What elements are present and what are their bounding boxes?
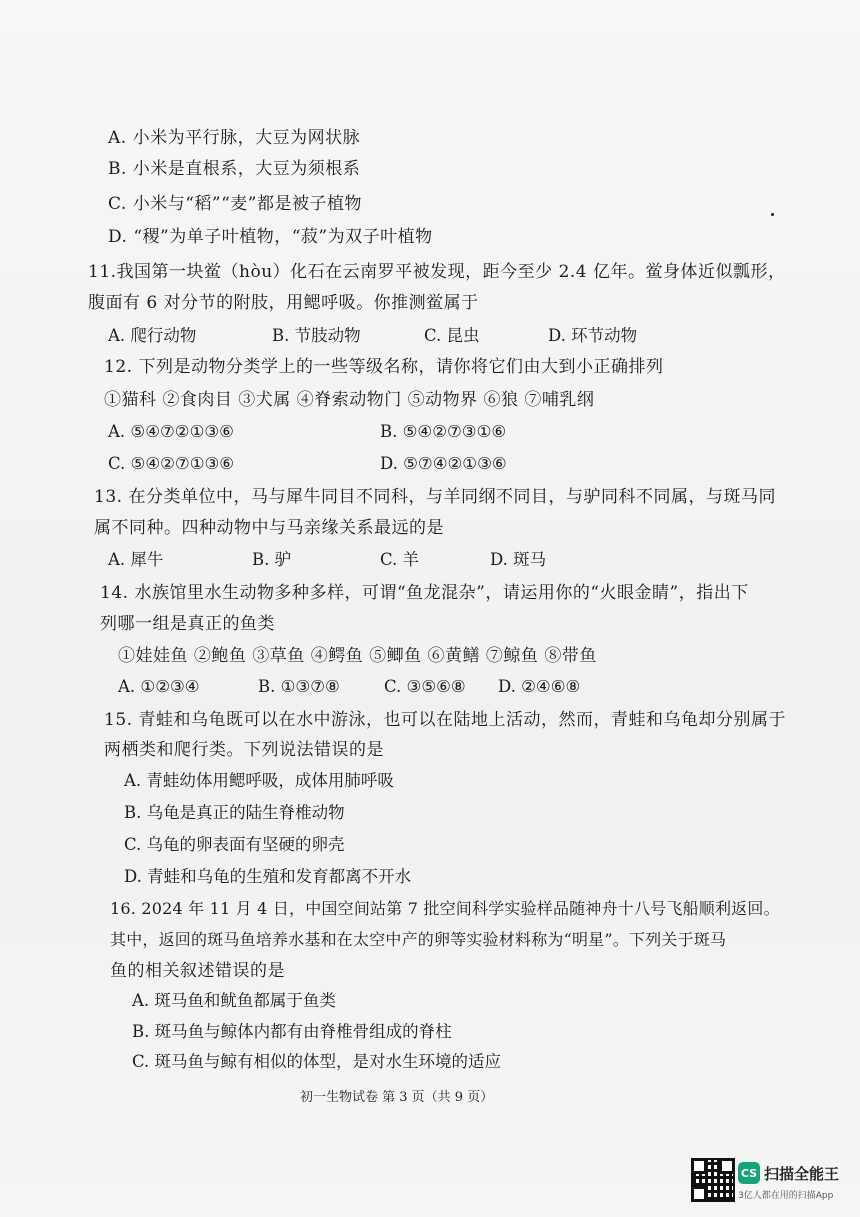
question-11-option-d: D. 环节动物 (548, 326, 638, 345)
question-16-option-b: B. 斑马鱼与鲸体内都有由脊椎骨组成的脊柱 (132, 1022, 452, 1041)
question-11-stem: 11.我国第一块鲎（hòu）化石在云南罗平被发现，距今至少 2.4 亿年。鲎身体近似瓢形， (88, 262, 786, 282)
camscanner-logo-icon: CS (738, 1162, 760, 1184)
question-15-option-c: C. 乌龟的卵表面有坚硬的卵壳 (124, 835, 345, 854)
question-13-option-b: B. 驴 (252, 550, 292, 569)
question-12-list: ①猫科 ②食肉目 ③犬属 ④脊索动物门 ⑤动物界 ⑥狼 ⑦哺乳纲 (104, 390, 595, 410)
option-line: A. 小米为平行脉，大豆为网状脉 (108, 128, 361, 148)
question-14-list: ①娃娃鱼 ②鲍鱼 ③草鱼 ④鳄鱼 ⑤鲫鱼 ⑥黄鳝 ⑦鲸鱼 ⑧带鱼 (118, 646, 597, 666)
question-12-option-b: B. ⑤④②⑦③①⑥ (380, 422, 507, 441)
question-12-stem: 12. 下列是动物分类学上的一些等级名称，请你将它们由大到小正确排列 (104, 357, 664, 377)
question-12-option-d: D. ⑤⑦④②①③⑥ (380, 454, 507, 473)
question-15-option-d: D. 青蛙和乌龟的生殖和发育都离不开水 (124, 867, 412, 886)
question-15-stem: 两栖类和爬行类。下列说法错误的是 (104, 740, 384, 760)
question-14-option-a: A. ①②③④ (118, 677, 200, 696)
question-14-option-d: D. ②④⑥⑧ (498, 677, 581, 696)
scan-speck (771, 213, 774, 216)
question-14-option-b: B. ①③⑦⑧ (258, 677, 340, 696)
question-12-option-a: A. ⑤④⑦②①③⑥ (108, 422, 234, 441)
question-12-option-c: C. ⑤④②⑦①③⑥ (108, 454, 235, 473)
watermark-title: 扫描全能王 (764, 1165, 840, 1183)
question-13-option-a: A. 犀牛 (108, 550, 164, 569)
option-line: C. 小米与“稻”“麦”都是被子植物 (108, 194, 362, 214)
question-14-stem: 列哪一组是真正的鱼类 (100, 614, 275, 634)
question-13-stem: 属不同种。四种动物中与马亲缘关系最远的是 (94, 518, 444, 538)
question-16-stem: 鱼的相关叙述错误的是 (110, 961, 285, 981)
question-16-stem: 16. 2024 年 11 月 4 日，中国空间站第 7 批空间科学实验样品随神舟十八号飞船顺利返回。 (110, 899, 780, 918)
question-13-stem: 13. 在分类单位中，马与犀牛同目不同科，与羊同纲不同目，与驴同科不同属，与斑马同 (94, 487, 776, 507)
page-footer: 初一生物试卷 第 3 页（共 9 页） (300, 1090, 494, 1105)
question-11-option-a: A. 爬行动物 (108, 326, 197, 345)
option-line: D. “稷”为单子叶植物，“菽”为双子叶植物 (108, 227, 433, 247)
question-11-stem: 腹面有 6 对分节的附肢，用鳃呼吸。你推测鲎属于 (88, 293, 479, 313)
question-16-option-a: A. 斑马鱼和鱿鱼都属于鱼类 (132, 991, 336, 1010)
question-13-option-d: D. 斑马 (490, 550, 547, 569)
question-15-option-b: B. 乌龟是真正的陆生脊椎动物 (124, 803, 345, 822)
question-14-stem: 14. 水族馆里水生动物多种多样，可谓“鱼龙混杂”，请运用你的“火眼金睛”，指出下 (100, 583, 749, 603)
question-15-option-a: A. 青蛙幼体用鳃呼吸，成体用肺呼吸 (124, 771, 394, 790)
question-16-option-c: C. 斑马鱼与鲸有相似的体型，是对水生环境的适应 (132, 1052, 502, 1071)
question-16-stem: 其中，返回的斑马鱼培养水基和在太空中产的卵等实验材料称为“明星”。下列关于斑马 (110, 930, 727, 949)
option-line: B. 小米是直根系，大豆为须根系 (108, 159, 361, 179)
watermark-subtitle: 3亿人都在用的扫描App (738, 1191, 834, 1201)
question-14-option-c: C. ③⑤⑥⑧ (384, 677, 466, 696)
question-11-option-c: C. 昆虫 (424, 326, 480, 345)
qr-code-icon (691, 1158, 735, 1202)
question-11-option-b: B. 节肢动物 (272, 326, 361, 345)
question-13-option-c: C. 羊 (380, 550, 420, 569)
question-15-stem: 15. 青蛙和乌龟既可以在水中游泳，也可以在陆地上活动，然而，青蛙和乌龟却分别属于 (104, 710, 786, 730)
